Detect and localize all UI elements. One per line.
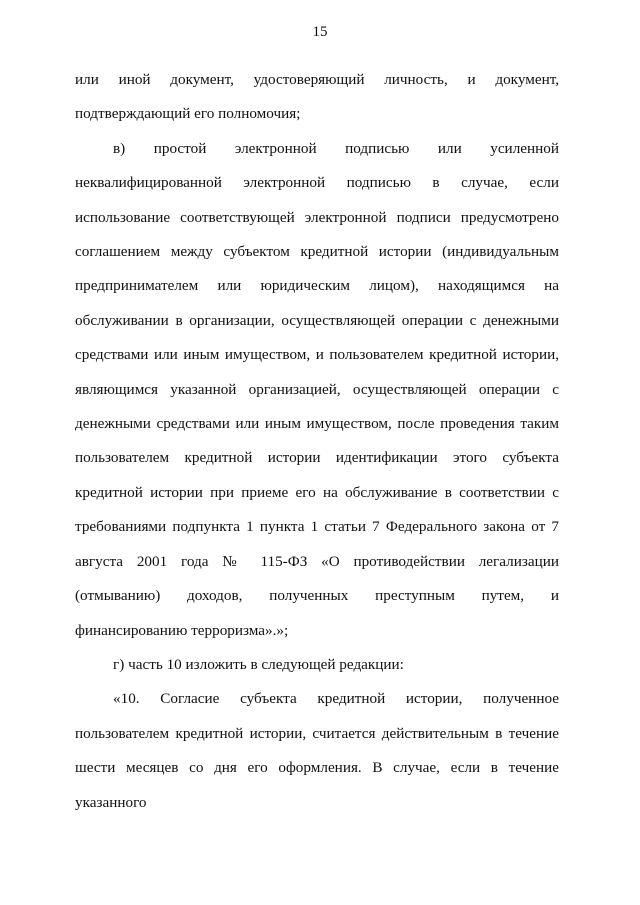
page-number: 15 bbox=[312, 24, 328, 40]
paragraph-continuation: или иной документ, удостоверяющий личность, и документ, подтверждающий его полномочия; bbox=[75, 71, 559, 123]
paragraph-item-g: г) часть 10 изложить в следующей редакции: bbox=[113, 655, 404, 673]
paragraph-item-v: в) простой электронной подписью или усиленной неквалифицированной электронной подписью в случае, если использование соответствующей электронной подписи предусмотрено соглашением между субъектом кредитной истории (индивидуальным предпринимателем или юридическим лицом), находящимся на обслуживании в организации, осуществляющей операции с денежными средствами или иным имуществом, и пользователем кредитной истории, являющимся указанной организацией, осуществляющей операции с денежными средствами или иным имуществом, после проведения таким пользователем кредитной истории идентификации этого субъекта кредитной истории при приеме его на обслуживание в соответствии с требованиями подпункта 1 пункта 1 статьи 7 Федерального закона от 7 августа 2001 года № 115-ФЗ «О противодействии легализации (отмыванию) доходов, полученных преступным путем, и финансированию терроризма».»; bbox=[75, 139, 559, 639]
paragraph-part-10: «10. Согласие субъекта кредитной истории, полученное пользователем кредитной истории, считается действительным в течение шести месяцев со дня его оформления. В случае, если в течение указанного bbox=[75, 690, 559, 811]
document-body bbox=[75, 63, 559, 820]
